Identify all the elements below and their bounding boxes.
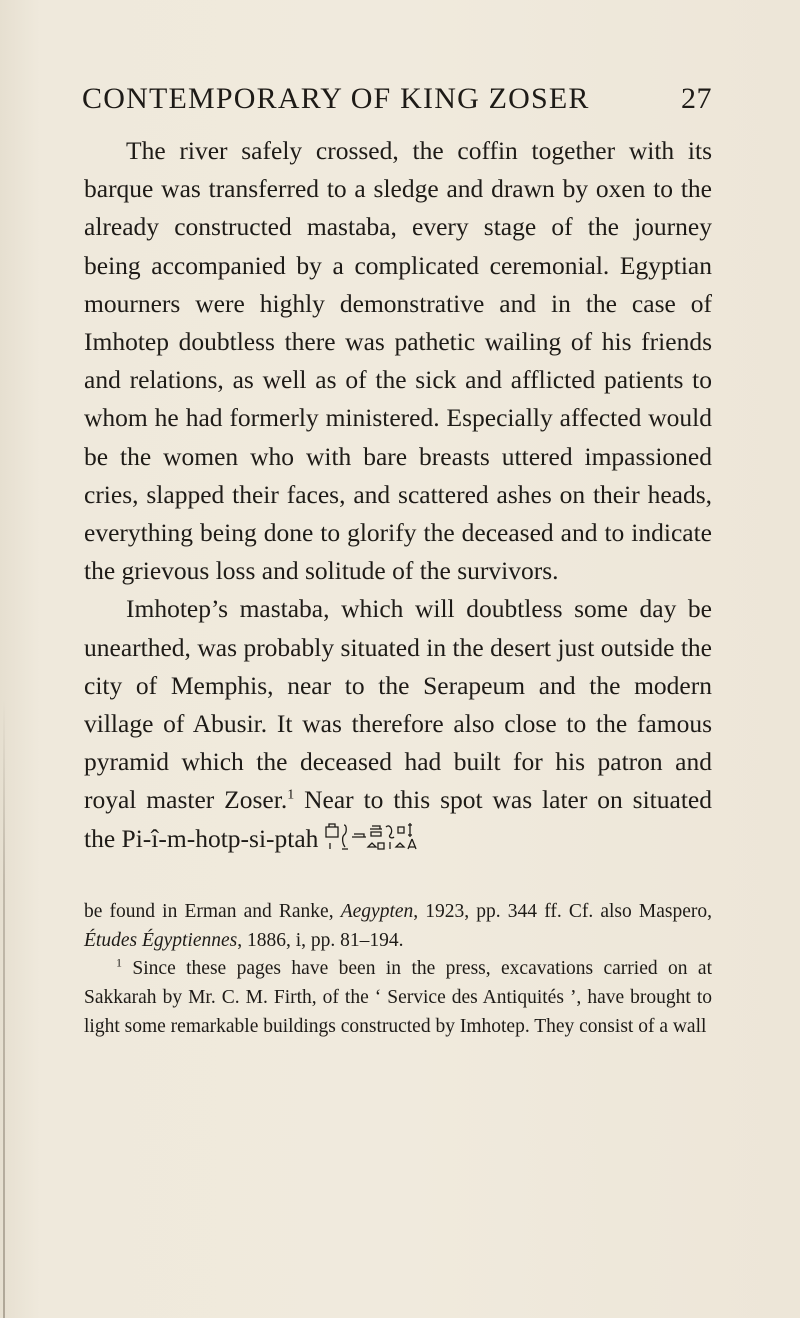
main-text [84,132,712,858]
paragraph-1: The river safely crossed, the coffin together with its barque was transferred to a sledge and drawn by oxen to the already constructed mastaba, every stage of the journey being accompanied by a complicated ceremonial. Egyptian mourners were highly demonstrative and in the case of Imhotep doubtless there was pathetic wailing of his friends and relations, as well as of the sick and afflicted patients to whom he had formerly ministered. Especially affected would be the women who with bare breasts uttered impassioned cries, slapped their faces, and scattered ashes on their heads, everything being done to glorify the deceased and to indicate the grievous loss and solitude of the survivors. [84,136,712,586]
paragraph-2 [84,590,712,857]
footnote-1-text: Since these pages have been in the press, excavations carried on at Sakkarah by Mr. C. M. Firth, of the ‘ Service des Antiquités ’, have brought to light some remarkable buildings constructed by Imhotep. They consist of a wall [84,958,712,1037]
paragraph-2-part-b: Near to this spot was later on situated the Pi-î-m-hotp-si-ptah [84,785,712,853]
footnote-1-mark: 1 [116,955,122,970]
running-title: CONTEMPORARY OF KING ZOSER [82,82,590,115]
hieroglyphic-inscription-icon [324,821,424,853]
footnotes [84,898,712,1042]
book-title-etudes: Études Égyptiennes [84,929,238,951]
paragraph-2-part-a: Imhotep’s mastaba, which will doubtless some day be unearthed, was probably situated in the desert just outside the city of Memphis, near to the Serapeum and the modern village of Abusir. It was therefore also close to the famous pyramid which the deceased had built for his patron and royal master Zoser. [84,594,712,815]
footnote-continued: be found in Erman and Ranke, Aegypten, 1923, pp. 344 ff. Cf. also Maspero, Études Égyptiennes, 1886, i, pp. 81–194. [84,901,713,951]
page-gutter-shadow [3,700,5,1318]
running-header [82,82,712,126]
footnote-reference: 1 [287,787,295,803]
footnote-1 [84,955,712,1041]
book-title-aegypten: Aegypten [340,901,414,922]
page-number: 27 [681,82,712,115]
